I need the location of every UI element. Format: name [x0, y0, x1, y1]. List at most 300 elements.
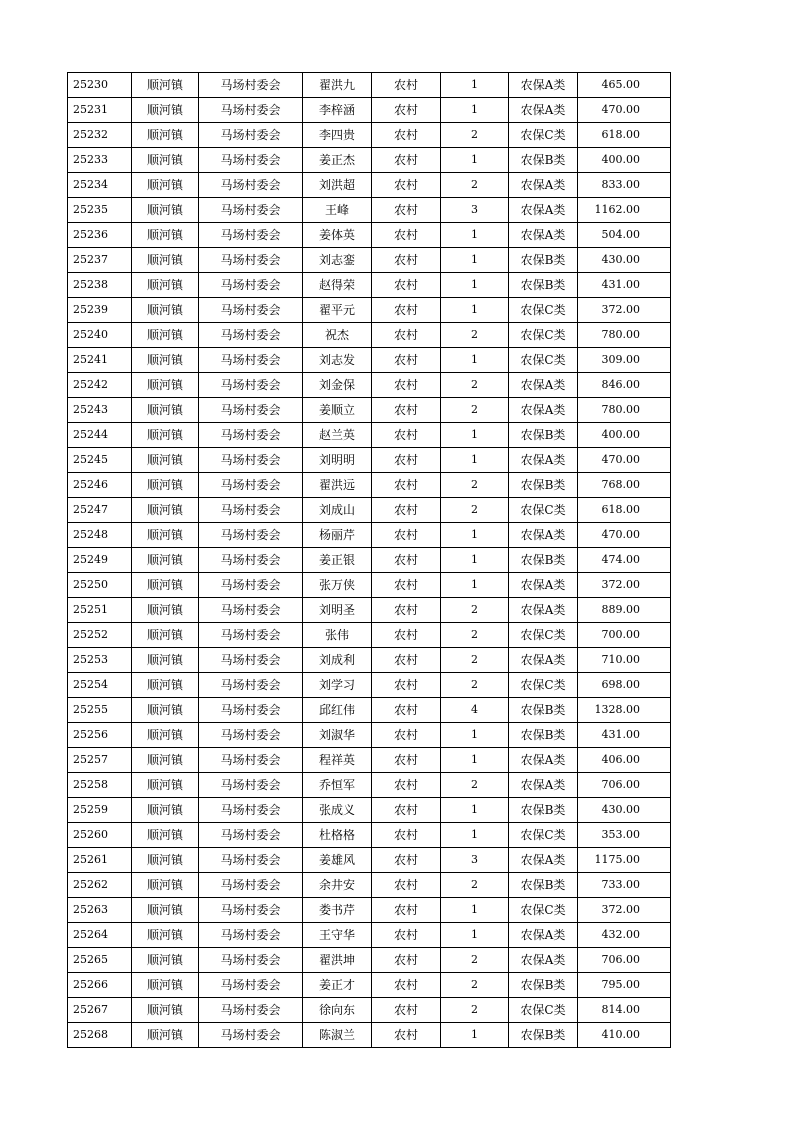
cell-count: 1: [441, 548, 509, 573]
cell-area: 农村: [372, 598, 441, 623]
cell-category: 农保A类: [509, 398, 578, 423]
cell-area: 农村: [372, 973, 441, 998]
cell-category: 农保A类: [509, 448, 578, 473]
cell-name: 姜正银: [303, 548, 372, 573]
cell-amount: 432.00: [578, 923, 671, 948]
cell-village: 马场村委会: [199, 923, 303, 948]
cell-count: 2: [441, 498, 509, 523]
cell-amount: 814.00: [578, 998, 671, 1023]
cell-name: 乔恒军: [303, 773, 372, 798]
table-row: [68, 873, 671, 898]
cell-town: 顺河镇: [132, 248, 199, 273]
cell-id: 25243: [68, 398, 132, 423]
table-row: [68, 798, 671, 823]
cell-id: 25267: [68, 998, 132, 1023]
cell-category: 农保C类: [509, 298, 578, 323]
cell-town: 顺河镇: [132, 948, 199, 973]
cell-village: 马场村委会: [199, 1023, 303, 1048]
cell-village: 马场村委会: [199, 748, 303, 773]
table-row: [68, 998, 671, 1023]
cell-area: 农村: [372, 998, 441, 1023]
cell-amount: 400.00: [578, 423, 671, 448]
cell-category: 农保B类: [509, 798, 578, 823]
cell-amount: 780.00: [578, 323, 671, 348]
cell-id: 25268: [68, 1023, 132, 1048]
cell-area: 农村: [372, 423, 441, 448]
cell-town: 顺河镇: [132, 973, 199, 998]
cell-village: 马场村委会: [199, 623, 303, 648]
cell-id: 25248: [68, 523, 132, 548]
cell-name: 翟洪坤: [303, 948, 372, 973]
cell-town: 顺河镇: [132, 173, 199, 198]
cell-town: 顺河镇: [132, 698, 199, 723]
cell-category: 农保A类: [509, 648, 578, 673]
cell-area: 农村: [372, 898, 441, 923]
table-row: [68, 673, 671, 698]
cell-village: 马场村委会: [199, 448, 303, 473]
cell-amount: 706.00: [578, 948, 671, 973]
cell-category: 农保B类: [509, 1023, 578, 1048]
cell-village: 马场村委会: [199, 998, 303, 1023]
cell-amount: 465.00: [578, 73, 671, 98]
cell-id: 25235: [68, 198, 132, 223]
cell-area: 农村: [372, 623, 441, 648]
cell-category: 农保A类: [509, 598, 578, 623]
cell-area: 农村: [372, 773, 441, 798]
cell-area: 农村: [372, 548, 441, 573]
cell-village: 马场村委会: [199, 298, 303, 323]
cell-village: 马场村委会: [199, 773, 303, 798]
cell-name: 邱红伟: [303, 698, 372, 723]
cell-category: 农保B类: [509, 548, 578, 573]
cell-category: 农保C类: [509, 623, 578, 648]
cell-id: 25253: [68, 648, 132, 673]
cell-name: 祝杰: [303, 323, 372, 348]
cell-area: 农村: [372, 373, 441, 398]
cell-id: 25230: [68, 73, 132, 98]
cell-town: 顺河镇: [132, 923, 199, 948]
table-row: [68, 723, 671, 748]
cell-area: 农村: [372, 748, 441, 773]
table-row: [68, 1023, 671, 1048]
cell-amount: 795.00: [578, 973, 671, 998]
cell-id: 25231: [68, 98, 132, 123]
cell-town: 顺河镇: [132, 98, 199, 123]
table-row: [68, 148, 671, 173]
cell-id: 25254: [68, 673, 132, 698]
table-row: [68, 773, 671, 798]
cell-town: 顺河镇: [132, 373, 199, 398]
cell-town: 顺河镇: [132, 573, 199, 598]
cell-id: 25240: [68, 323, 132, 348]
table-row: [68, 598, 671, 623]
cell-count: 1: [441, 898, 509, 923]
cell-town: 顺河镇: [132, 423, 199, 448]
cell-count: 1: [441, 723, 509, 748]
cell-category: 农保C类: [509, 123, 578, 148]
cell-town: 顺河镇: [132, 798, 199, 823]
table-row: [68, 898, 671, 923]
cell-amount: 698.00: [578, 673, 671, 698]
table-row: [68, 323, 671, 348]
table-row: [68, 123, 671, 148]
table-row: [68, 548, 671, 573]
cell-name: 赵兰英: [303, 423, 372, 448]
cell-village: 马场村委会: [199, 973, 303, 998]
cell-village: 马场村委会: [199, 823, 303, 848]
cell-village: 马场村委会: [199, 98, 303, 123]
cell-amount: 430.00: [578, 248, 671, 273]
table-row: [68, 573, 671, 598]
cell-count: 3: [441, 848, 509, 873]
cell-name: 姜正杰: [303, 148, 372, 173]
cell-village: 马场村委会: [199, 373, 303, 398]
cell-category: 农保B类: [509, 723, 578, 748]
cell-id: 25247: [68, 498, 132, 523]
cell-name: 陈淑兰: [303, 1023, 372, 1048]
cell-area: 农村: [372, 648, 441, 673]
cell-town: 顺河镇: [132, 823, 199, 848]
cell-town: 顺河镇: [132, 773, 199, 798]
cell-name: 刘明圣: [303, 598, 372, 623]
cell-count: 4: [441, 698, 509, 723]
cell-id: 25252: [68, 623, 132, 648]
cell-category: 农保C类: [509, 498, 578, 523]
table-row: [68, 448, 671, 473]
cell-count: 1: [441, 798, 509, 823]
cell-town: 顺河镇: [132, 673, 199, 698]
cell-town: 顺河镇: [132, 623, 199, 648]
cell-area: 农村: [372, 573, 441, 598]
cell-area: 农村: [372, 298, 441, 323]
cell-name: 娄书芹: [303, 898, 372, 923]
cell-village: 马场村委会: [199, 198, 303, 223]
table-row: [68, 848, 671, 873]
cell-village: 马场村委会: [199, 323, 303, 348]
cell-name: 王守华: [303, 923, 372, 948]
cell-count: 2: [441, 373, 509, 398]
cell-town: 顺河镇: [132, 523, 199, 548]
cell-category: 农保B类: [509, 248, 578, 273]
cell-amount: 1328.00: [578, 698, 671, 723]
cell-village: 马场村委会: [199, 848, 303, 873]
cell-town: 顺河镇: [132, 873, 199, 898]
table-row: [68, 73, 671, 98]
cell-category: 农保B类: [509, 148, 578, 173]
cell-town: 顺河镇: [132, 223, 199, 248]
cell-id: 25233: [68, 148, 132, 173]
cell-category: 农保A类: [509, 848, 578, 873]
cell-area: 农村: [372, 723, 441, 748]
cell-town: 顺河镇: [132, 123, 199, 148]
cell-id: 25238: [68, 273, 132, 298]
cell-category: 农保C类: [509, 898, 578, 923]
cell-name: 刘成利: [303, 648, 372, 673]
cell-village: 马场村委会: [199, 273, 303, 298]
cell-category: 农保B类: [509, 473, 578, 498]
beneficiary-table: [67, 72, 671, 1048]
cell-category: 农保C类: [509, 998, 578, 1023]
cell-village: 马场村委会: [199, 598, 303, 623]
cell-town: 顺河镇: [132, 1023, 199, 1048]
cell-town: 顺河镇: [132, 348, 199, 373]
cell-amount: 470.00: [578, 98, 671, 123]
cell-count: 2: [441, 323, 509, 348]
cell-amount: 710.00: [578, 648, 671, 673]
cell-id: 25262: [68, 873, 132, 898]
cell-town: 顺河镇: [132, 598, 199, 623]
cell-name: 王峰: [303, 198, 372, 223]
cell-category: 农保B类: [509, 423, 578, 448]
cell-amount: 309.00: [578, 348, 671, 373]
cell-name: 余井安: [303, 873, 372, 898]
cell-id: 25234: [68, 173, 132, 198]
cell-id: 25232: [68, 123, 132, 148]
cell-count: 1: [441, 823, 509, 848]
table-row: [68, 373, 671, 398]
cell-area: 农村: [372, 198, 441, 223]
table-row: [68, 748, 671, 773]
cell-category: 农保B类: [509, 873, 578, 898]
cell-village: 马场村委会: [199, 523, 303, 548]
cell-count: 1: [441, 423, 509, 448]
cell-id: 25239: [68, 298, 132, 323]
table-row: [68, 248, 671, 273]
cell-town: 顺河镇: [132, 273, 199, 298]
cell-count: 2: [441, 623, 509, 648]
cell-category: 农保C类: [509, 673, 578, 698]
cell-count: 2: [441, 473, 509, 498]
cell-village: 马场村委会: [199, 73, 303, 98]
cell-town: 顺河镇: [132, 323, 199, 348]
cell-town: 顺河镇: [132, 298, 199, 323]
cell-town: 顺河镇: [132, 398, 199, 423]
cell-village: 马场村委会: [199, 698, 303, 723]
cell-amount: 400.00: [578, 148, 671, 173]
cell-amount: 618.00: [578, 123, 671, 148]
cell-village: 马场村委会: [199, 948, 303, 973]
cell-area: 农村: [372, 223, 441, 248]
cell-name: 姜正才: [303, 973, 372, 998]
cell-village: 马场村委会: [199, 148, 303, 173]
cell-name: 刘明明: [303, 448, 372, 473]
table-row: [68, 973, 671, 998]
cell-category: 农保B类: [509, 698, 578, 723]
cell-name: 赵得荣: [303, 273, 372, 298]
cell-village: 马场村委会: [199, 498, 303, 523]
cell-id: 25255: [68, 698, 132, 723]
cell-name: 翟洪九: [303, 73, 372, 98]
cell-village: 马场村委会: [199, 873, 303, 898]
cell-category: 农保A类: [509, 98, 578, 123]
cell-amount: 733.00: [578, 873, 671, 898]
cell-amount: 846.00: [578, 373, 671, 398]
cell-category: 农保A类: [509, 198, 578, 223]
cell-count: 3: [441, 198, 509, 223]
table-row: [68, 648, 671, 673]
cell-count: 2: [441, 673, 509, 698]
cell-name: 刘淑华: [303, 723, 372, 748]
cell-name: 张万侠: [303, 573, 372, 598]
cell-category: 农保A类: [509, 73, 578, 98]
cell-area: 农村: [372, 398, 441, 423]
table-row: [68, 348, 671, 373]
table-row: [68, 623, 671, 648]
cell-area: 农村: [372, 448, 441, 473]
cell-town: 顺河镇: [132, 998, 199, 1023]
table-row: [68, 923, 671, 948]
cell-name: 杜格格: [303, 823, 372, 848]
cell-id: 25246: [68, 473, 132, 498]
cell-id: 25250: [68, 573, 132, 598]
cell-amount: 372.00: [578, 898, 671, 923]
cell-category: 农保A类: [509, 173, 578, 198]
cell-area: 农村: [372, 923, 441, 948]
cell-town: 顺河镇: [132, 723, 199, 748]
cell-count: 1: [441, 1023, 509, 1048]
cell-amount: 706.00: [578, 773, 671, 798]
cell-amount: 431.00: [578, 273, 671, 298]
cell-name: 程祥英: [303, 748, 372, 773]
cell-category: 农保A类: [509, 923, 578, 948]
cell-town: 顺河镇: [132, 848, 199, 873]
cell-village: 马场村委会: [199, 123, 303, 148]
cell-category: 农保A类: [509, 748, 578, 773]
cell-village: 马场村委会: [199, 798, 303, 823]
cell-count: 2: [441, 873, 509, 898]
cell-category: 农保A类: [509, 373, 578, 398]
cell-count: 1: [441, 298, 509, 323]
cell-amount: 406.00: [578, 748, 671, 773]
cell-area: 农村: [372, 173, 441, 198]
cell-category: 农保C类: [509, 348, 578, 373]
cell-amount: 353.00: [578, 823, 671, 848]
cell-area: 农村: [372, 848, 441, 873]
cell-amount: 431.00: [578, 723, 671, 748]
cell-area: 农村: [372, 323, 441, 348]
cell-amount: 470.00: [578, 523, 671, 548]
table-row: [68, 698, 671, 723]
cell-name: 姜体英: [303, 223, 372, 248]
cell-area: 农村: [372, 823, 441, 848]
cell-id: 25266: [68, 973, 132, 998]
cell-village: 马场村委会: [199, 223, 303, 248]
cell-name: 姜顺立: [303, 398, 372, 423]
table-row: [68, 948, 671, 973]
cell-count: 2: [441, 648, 509, 673]
cell-amount: 833.00: [578, 173, 671, 198]
cell-village: 马场村委会: [199, 723, 303, 748]
cell-id: 25249: [68, 548, 132, 573]
cell-amount: 700.00: [578, 623, 671, 648]
cell-town: 顺河镇: [132, 548, 199, 573]
table-row: [68, 473, 671, 498]
cell-category: 农保C类: [509, 323, 578, 348]
cell-area: 农村: [372, 698, 441, 723]
cell-village: 马场村委会: [199, 248, 303, 273]
cell-town: 顺河镇: [132, 498, 199, 523]
table-row: [68, 198, 671, 223]
cell-category: 农保A类: [509, 573, 578, 598]
cell-area: 农村: [372, 123, 441, 148]
cell-area: 农村: [372, 873, 441, 898]
cell-count: 1: [441, 748, 509, 773]
cell-village: 马场村委会: [199, 423, 303, 448]
cell-id: 25260: [68, 823, 132, 848]
cell-count: 1: [441, 223, 509, 248]
cell-area: 农村: [372, 948, 441, 973]
cell-id: 25263: [68, 898, 132, 923]
cell-count: 1: [441, 523, 509, 548]
cell-name: 张伟: [303, 623, 372, 648]
cell-id: 25259: [68, 798, 132, 823]
cell-count: 1: [441, 273, 509, 298]
cell-id: 25265: [68, 948, 132, 973]
cell-amount: 470.00: [578, 448, 671, 473]
cell-name: 刘成山: [303, 498, 372, 523]
cell-area: 农村: [372, 498, 441, 523]
cell-name: 刘金保: [303, 373, 372, 398]
table-row: [68, 423, 671, 448]
table-row: [68, 298, 671, 323]
cell-area: 农村: [372, 73, 441, 98]
cell-area: 农村: [372, 348, 441, 373]
cell-area: 农村: [372, 473, 441, 498]
cell-count: 1: [441, 923, 509, 948]
cell-town: 顺河镇: [132, 448, 199, 473]
cell-village: 马场村委会: [199, 548, 303, 573]
cell-name: 姜雄风: [303, 848, 372, 873]
cell-area: 农村: [372, 798, 441, 823]
cell-category: 农保B类: [509, 973, 578, 998]
table-row: [68, 273, 671, 298]
cell-amount: 430.00: [578, 798, 671, 823]
cell-amount: 410.00: [578, 1023, 671, 1048]
cell-village: 马场村委会: [199, 173, 303, 198]
cell-village: 马场村委会: [199, 348, 303, 373]
cell-category: 农保A类: [509, 948, 578, 973]
cell-village: 马场村委会: [199, 898, 303, 923]
cell-count: 2: [441, 398, 509, 423]
cell-id: 25251: [68, 598, 132, 623]
cell-count: 1: [441, 248, 509, 273]
cell-village: 马场村委会: [199, 473, 303, 498]
cell-id: 25237: [68, 248, 132, 273]
table-row: [68, 98, 671, 123]
cell-amount: 504.00: [578, 223, 671, 248]
cell-name: 翟洪远: [303, 473, 372, 498]
cell-category: 农保C类: [509, 823, 578, 848]
cell-id: 25261: [68, 848, 132, 873]
cell-area: 农村: [372, 148, 441, 173]
cell-name: 李四贵: [303, 123, 372, 148]
cell-amount: 372.00: [578, 573, 671, 598]
cell-area: 农村: [372, 248, 441, 273]
cell-count: 1: [441, 448, 509, 473]
cell-amount: 780.00: [578, 398, 671, 423]
cell-area: 农村: [372, 1023, 441, 1048]
cell-count: 2: [441, 123, 509, 148]
cell-count: 2: [441, 773, 509, 798]
cell-area: 农村: [372, 273, 441, 298]
cell-name: 刘洪超: [303, 173, 372, 198]
cell-id: 25264: [68, 923, 132, 948]
cell-village: 马场村委会: [199, 648, 303, 673]
cell-category: 农保A类: [509, 773, 578, 798]
table-row: [68, 523, 671, 548]
cell-amount: 618.00: [578, 498, 671, 523]
cell-id: 25241: [68, 348, 132, 373]
